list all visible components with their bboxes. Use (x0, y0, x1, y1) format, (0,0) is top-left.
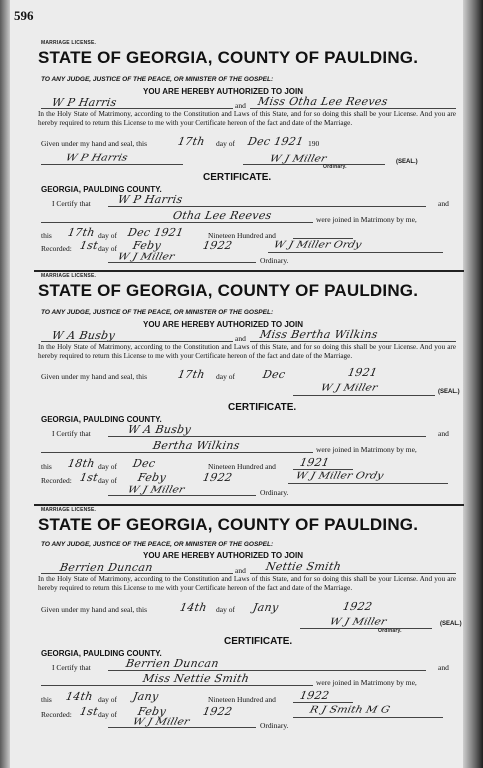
cert-year: 1921 (298, 456, 331, 469)
recorded-year: 1922 (201, 239, 234, 252)
officiant-line (268, 252, 443, 253)
record-title: STATE OF GEORGIA, COUNTY OF PAULDING. (38, 281, 419, 300)
recorded-month: Feby (131, 239, 163, 252)
and-label: and (235, 101, 246, 110)
cert-bride-line (41, 685, 313, 686)
given-month-year: Jany (251, 601, 280, 614)
recorded-month: Feby (136, 471, 168, 484)
nineteen-label: Nineteen Hundred and (208, 462, 276, 471)
cert-ordinary-label: Ordinary. (260, 256, 289, 265)
ordinary-signature: W J Miller (268, 152, 328, 165)
given-year-print: 1921 (346, 366, 379, 379)
recorder-signature: W J Miller (126, 483, 186, 496)
groom-name: W A Busby (50, 329, 117, 342)
recorder-line (108, 495, 256, 496)
given-label: Given under my hand and seal, this (41, 372, 148, 381)
ordinary-signature: W J Miller (328, 615, 388, 628)
marriage-record-2 (38, 273, 460, 495)
recorded-day: 1st (78, 471, 100, 484)
authorization-line: YOU ARE HEREBY AUTHORIZED TO JOIN (143, 87, 304, 96)
cert-day-of-label: day of (98, 231, 117, 240)
record-title: STATE OF GEORGIA, COUNTY OF PAULDING. (38, 48, 419, 67)
marriage-license-label: MARRIAGE LICENSE. (41, 273, 97, 279)
certificate-heading: CERTIFICATE. (228, 402, 297, 413)
recorded-day-of-label: day of (98, 476, 117, 485)
recorder-signature: W J Miller (131, 715, 191, 728)
bride-line (250, 573, 456, 574)
cert-bride-line (41, 452, 313, 453)
cert-year-line (293, 702, 353, 703)
marriage-license-label: MARRIAGE LICENSE. (41, 40, 97, 46)
groom-line (41, 108, 233, 109)
recorded-year: 1922 (201, 705, 234, 718)
joined-label: were joined in Matrimony by me, (316, 678, 417, 687)
this-label: this (41, 231, 52, 240)
page-left-edge (0, 0, 10, 768)
officiant-signature: W J Miller Ordy (272, 238, 363, 251)
applicant-signature-line (41, 164, 183, 165)
cert-month: Dec (131, 457, 157, 470)
recorded-label: Recorded: (41, 476, 72, 485)
record-divider-1 (34, 270, 464, 272)
recorder-line (108, 727, 256, 728)
nineteen-label: Nineteen Hundred and (208, 695, 276, 704)
cert-year: 1922 (298, 689, 331, 702)
cert-ordinary-label: Ordinary. (260, 721, 289, 730)
bride-line (250, 341, 456, 342)
addressee-line: TO ANY JUDGE, JUSTICE OF THE PEACE, OR MINISTER OF THE GOSPEL: (41, 76, 274, 83)
day-of-label: day of (216, 372, 235, 381)
and-label: and (235, 334, 246, 343)
cert-ordinary-label: Ordinary. (260, 488, 289, 497)
cert-groom-name: Berrien Duncan (124, 657, 220, 670)
recorded-day: 1st (78, 705, 100, 718)
certificate-heading: CERTIFICATE. (203, 172, 272, 183)
ordinary-label: Ordinary. (323, 164, 347, 170)
marriage-record-1 (38, 40, 460, 265)
seal-label: (SEAL.) (438, 389, 460, 395)
marriage-license-label: MARRIAGE LICENSE. (41, 507, 97, 513)
and-label: and (235, 566, 246, 575)
cert-groom-line (108, 436, 426, 437)
nineteen-label: Nineteen Hundred and (208, 231, 276, 240)
officiant-line (293, 717, 443, 718)
groom-line (41, 341, 233, 342)
page-binding-edge (463, 0, 483, 768)
groom-name: W P Harris (50, 96, 118, 109)
cert-and-label: and (438, 429, 449, 438)
ordinary-label: Ordinary. (378, 628, 402, 634)
day-of-label: day of (216, 605, 235, 614)
cert-bride-line (41, 222, 313, 223)
given-label: Given under my hand and seal, this (41, 605, 148, 614)
given-day: 17th (176, 135, 206, 148)
day-of-label: day of (216, 139, 235, 148)
joined-label: were joined in Matrimony by me, (316, 215, 417, 224)
authorization-line: YOU ARE HEREBY AUTHORIZED TO JOIN (143, 551, 304, 560)
recorded-year: 1922 (201, 471, 234, 484)
certificate-county: GEORGIA, PAULDING COUNTY. (41, 415, 162, 424)
this-label: this (41, 462, 52, 471)
given-year-print: 190 (308, 139, 320, 148)
given-year-print: 1922 (341, 600, 374, 613)
ordinary-signature-line (243, 164, 385, 165)
seal-label: (SEAL.) (396, 159, 418, 165)
cert-groom-line (108, 206, 426, 207)
this-label: this (41, 695, 52, 704)
officiant-line (288, 483, 448, 484)
cert-day: 18th (66, 457, 96, 470)
given-day: 17th (176, 368, 206, 381)
cert-day-of-label: day of (98, 695, 117, 704)
ordinary-signature-line (300, 628, 432, 629)
groom-line (41, 573, 233, 574)
authorization-line: YOU ARE HEREBY AUTHORIZED TO JOIN (143, 320, 304, 329)
i-certify-label: I Certify that (52, 663, 91, 672)
record-divider-2 (34, 504, 464, 506)
cert-month: Dec 1921 (126, 226, 185, 239)
recorded-day-of-label: day of (98, 244, 117, 253)
cert-day-of-label: day of (98, 462, 117, 471)
recorder-line (108, 262, 256, 263)
ordinary-signature: W J Miller (319, 381, 379, 394)
officiant-signature: W J Miller Ordy (294, 469, 385, 482)
i-certify-label: I Certify that (52, 199, 91, 208)
joined-label: were joined in Matrimony by me, (316, 445, 417, 454)
cert-day: 17th (66, 226, 96, 239)
recorded-day-of-label: day of (98, 710, 117, 719)
cert-groom-name: W P Harris (116, 193, 184, 206)
i-certify-label: I Certify that (52, 429, 91, 438)
marriage-record-3 (38, 507, 460, 729)
license-body-text: In the Holy State of Matrimony, according to the Constitution and Laws of this State, and for so doing this shall be your License. And you are hereby required to return this License to me with your Certificate hereon of the fact and date of the Marriage. (38, 343, 456, 361)
cert-bride-name: Otha Lee Reeves (171, 209, 273, 222)
recorder-signature: W J Miller (116, 250, 176, 263)
license-body-text: In the Holy State of Matrimony, according to the Constitution and Laws of this State, and for so doing this shall be your License. And you are hereby required to return this License to me with your Certificate hereon of the fact and date of the Marriage. (38, 110, 456, 128)
certificate-county: GEORGIA, PAULDING COUNTY. (41, 649, 162, 658)
given-month-year: Dec (261, 368, 287, 381)
given-day: 14th (178, 601, 208, 614)
certificate-county: GEORGIA, PAULDING COUNTY. (41, 185, 162, 194)
cert-day: 14th (64, 690, 94, 703)
addressee-line: TO ANY JUDGE, JUSTICE OF THE PEACE, OR MINISTER OF THE GOSPEL: (41, 541, 274, 548)
recorded-month: Feby (136, 705, 168, 718)
page-number: 596 (14, 8, 34, 23)
cert-month: Jany (131, 690, 160, 703)
cert-and-label: and (438, 663, 449, 672)
officiant-signature: R J Smith M G (308, 703, 392, 716)
recorded-day: 1st (78, 239, 100, 252)
cert-groom-line (108, 670, 426, 671)
recorded-label: Recorded: (41, 710, 72, 719)
cert-groom-name: W A Busby (126, 423, 193, 436)
certificate-heading: CERTIFICATE. (224, 636, 293, 647)
bride-name: Nettie Smith (264, 560, 343, 573)
bride-name: Miss Bertha Wilkins (258, 328, 379, 341)
given-label: Given under my hand and seal, this (41, 139, 148, 148)
cert-bride-name: Miss Nettie Smith (141, 672, 251, 685)
seal-label: (SEAL.) (440, 621, 462, 627)
recorded-label: Recorded: (41, 244, 72, 253)
record-title: STATE OF GEORGIA, COUNTY OF PAULDING. (38, 515, 419, 534)
cert-bride-name: Bertha Wilkins (151, 439, 241, 452)
license-body-text: In the Holy State of Matrimony, according to the Constitution and Laws of this State, and for so doing this shall be your License. And you are hereby required to return this License to me with your Certificate hereon of the fact and date of the Marriage. (38, 575, 456, 593)
groom-name: Berrien Duncan (58, 561, 154, 574)
bride-line (250, 108, 456, 109)
bride-name: Miss Otha Lee Reeves (256, 95, 389, 108)
addressee-line: TO ANY JUDGE, JUSTICE OF THE PEACE, OR MINISTER OF THE GOSPEL: (41, 309, 274, 316)
ordinary-signature-line (293, 395, 435, 396)
applicant-signature: W P Harris (64, 151, 129, 164)
given-month-year: Dec 1921 (246, 135, 305, 148)
cert-and-label: and (438, 199, 449, 208)
